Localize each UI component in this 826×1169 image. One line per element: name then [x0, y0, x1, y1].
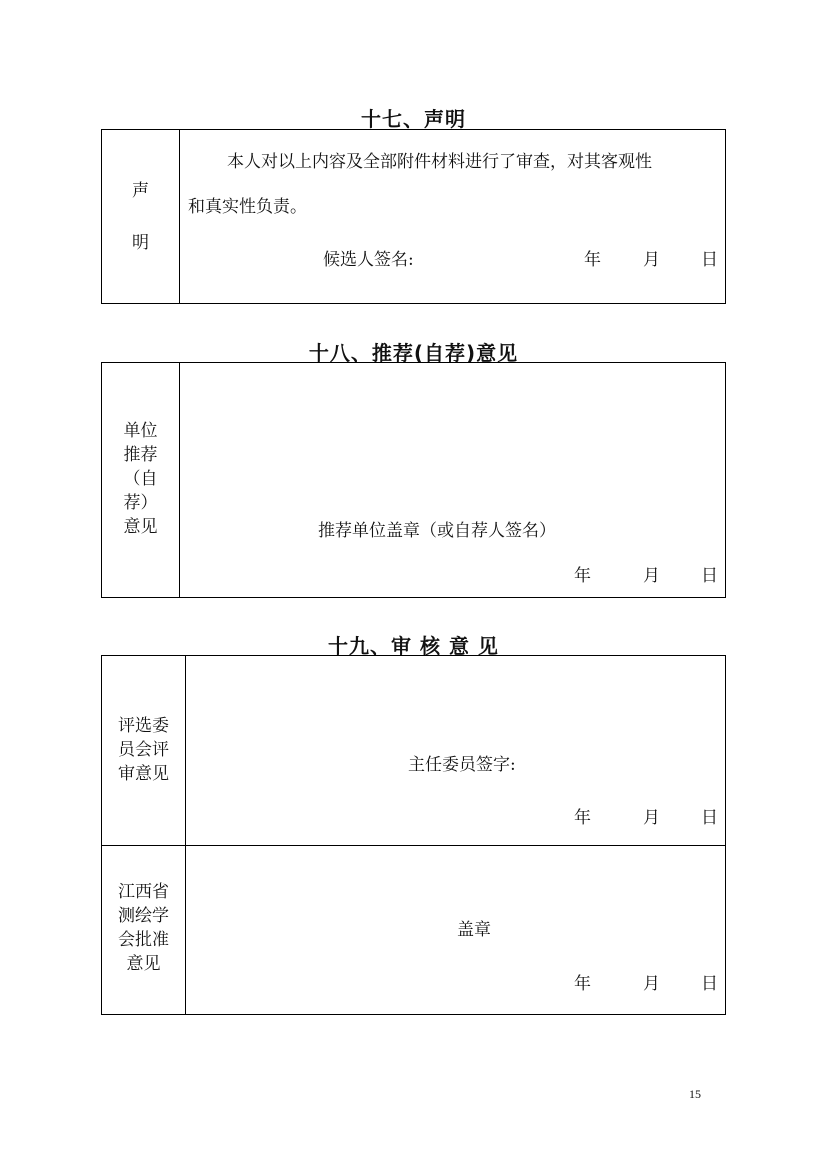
label-line: 荐） — [123, 493, 158, 513]
label-line: （自 — [123, 469, 158, 489]
recommendation-label — [102, 419, 179, 539]
label-line: 意见 — [123, 517, 158, 537]
month-label: 月 — [643, 566, 660, 586]
committee-review-label — [102, 714, 185, 786]
year-label: 年 — [574, 566, 591, 586]
seal-text: 盖章 — [457, 920, 491, 940]
column-divider — [185, 656, 186, 1014]
label-line: 推荐 — [123, 445, 158, 465]
label-line: 员会评 — [118, 740, 169, 760]
month-label: 月 — [643, 974, 660, 994]
recommendation-table — [101, 362, 726, 598]
month-label: 月 — [643, 250, 660, 270]
day-label: 日 — [701, 974, 718, 994]
section-17-title: 十七、声明 — [361, 107, 466, 131]
label-line: 测绘学 — [118, 906, 169, 926]
label-line: 江西省 — [118, 882, 169, 902]
unit-seal-text: 推荐单位盖章（或自荐人签名） — [318, 521, 556, 541]
column-divider — [179, 130, 180, 303]
label-line: 会批准 — [118, 930, 169, 950]
chairman-signature-label: 主任委员签字: — [408, 755, 516, 775]
section-19-title: 十九、审 核 意 见 — [328, 634, 499, 658]
declaration-label-top: 声 — [132, 181, 149, 201]
year-label: 年 — [574, 974, 591, 994]
declaration-statement-line2: 和真实性负责。 — [188, 197, 307, 217]
label-line: 意见 — [126, 954, 161, 974]
day-label: 日 — [701, 808, 718, 828]
society-approval-label — [102, 880, 185, 976]
day-label: 日 — [701, 250, 718, 270]
declaration-statement-line1: 本人对以上内容及全部附件材料进行了审查，对其客观性 — [227, 152, 652, 172]
row-divider — [102, 845, 725, 846]
year-label: 年 — [584, 250, 601, 270]
label-line: 审意见 — [118, 764, 169, 784]
page-number: 15 — [689, 1087, 701, 1101]
declaration-label-bottom: 明 — [132, 233, 149, 253]
label-line: 单位 — [123, 421, 158, 441]
label-line: 评选委 — [118, 716, 169, 736]
day-label: 日 — [701, 566, 718, 586]
year-label: 年 — [574, 808, 591, 828]
declaration-table — [101, 129, 726, 304]
review-table — [101, 655, 726, 1015]
section-18-title: 十八、推荐(自荐)意见 — [308, 341, 519, 365]
month-label: 月 — [643, 808, 660, 828]
column-divider — [179, 363, 180, 597]
candidate-signature-label: 候选人签名: — [323, 250, 414, 270]
